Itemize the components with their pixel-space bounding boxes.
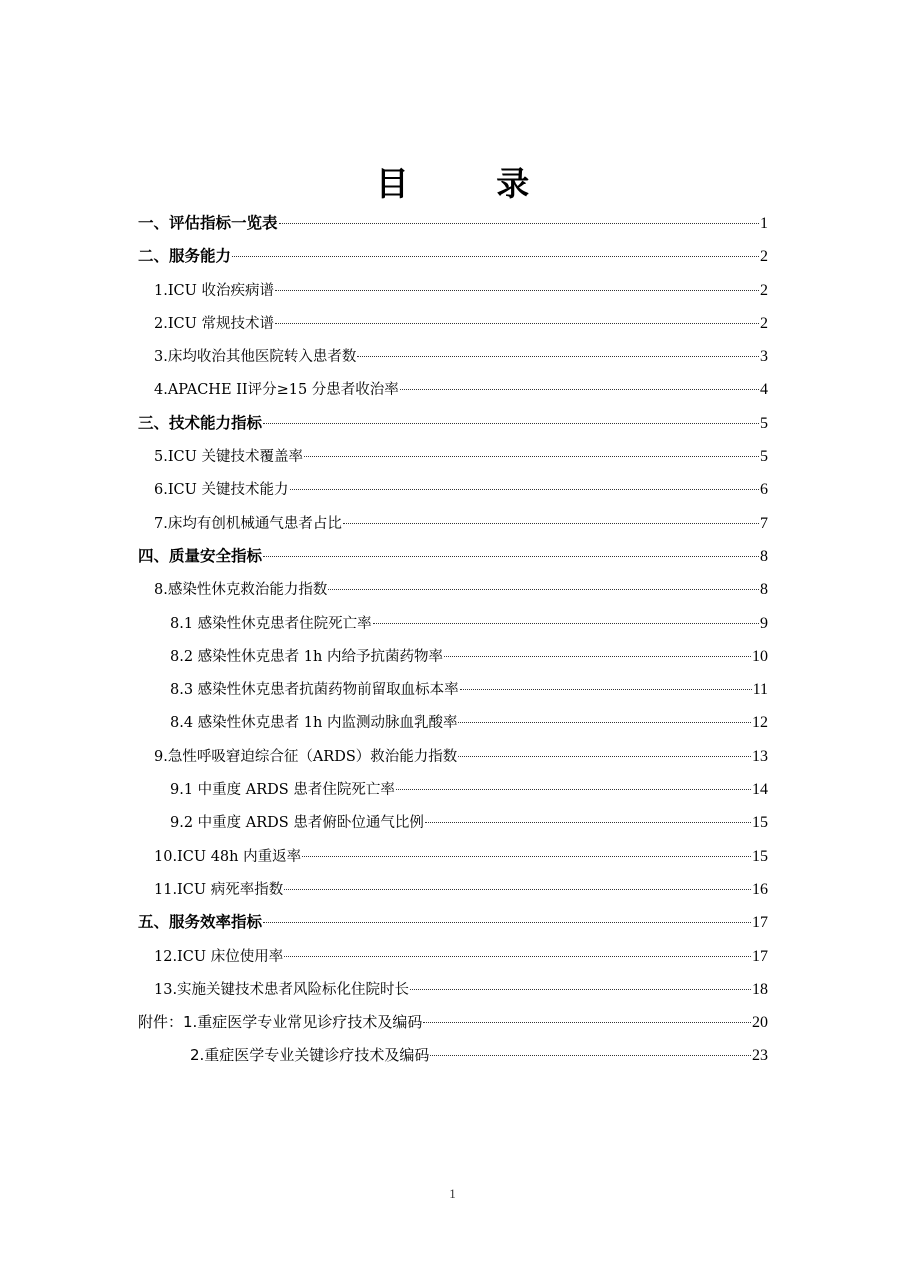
toc-entry[interactable] [138, 706, 768, 739]
toc-leader-dots [458, 756, 751, 757]
toc-leader-dots [373, 623, 759, 624]
toc-entry[interactable] [138, 773, 768, 806]
toc-leader-dots [275, 290, 759, 291]
toc-leader-dots [232, 256, 759, 257]
toc-entry-label: 6.ICU 关键技术能力 [154, 482, 289, 499]
toc-entry-page-number: 13 [752, 747, 768, 765]
toc-entry[interactable] [138, 407, 768, 440]
toc-entry-label: 2.重症医学专业关键诊疗技术及编码 [190, 1046, 430, 1065]
toc-leader-dots [263, 423, 759, 424]
toc-entry-label: 2.ICU 常规技术谱 [154, 315, 274, 332]
toc-entry[interactable] [138, 307, 768, 340]
toc-leader-dots [396, 789, 751, 790]
toc-entry[interactable] [138, 473, 768, 506]
toc-leader-dots [275, 323, 759, 324]
toc-entry-page-number: 17 [752, 947, 768, 965]
toc-leader-dots [290, 489, 760, 490]
toc-entry[interactable] [138, 340, 768, 373]
toc-leader-dots [284, 889, 751, 890]
toc-entry-page-number: 16 [752, 880, 768, 898]
toc-leader-dots [304, 456, 759, 457]
footer-page-number: 1 [449, 1186, 456, 1201]
toc-entry-page-number: 3 [760, 348, 768, 366]
toc-entry-page-number: 1 [760, 215, 768, 232]
toc-entry-label: 5.ICU 关键技术覆盖率 [154, 449, 303, 466]
toc-entry-page-number: 2 [760, 314, 768, 332]
toc-entry-page-number: 14 [752, 781, 768, 799]
toc-entry[interactable] [138, 973, 768, 1006]
toc-entry-label: 9.急性呼吸窘迫综合征（ARDS）救治能力指数 [154, 748, 458, 765]
toc-entry-page-number: 2 [760, 281, 768, 299]
toc-entry-page-number: 7 [760, 514, 768, 532]
toc-entry[interactable] [138, 440, 768, 473]
toc-entry-label: 三、技术能力指标 [138, 413, 263, 432]
toc-entry-page-number: 4 [760, 381, 768, 399]
toc-leader-dots [410, 989, 751, 990]
toc-entry-label: 8.感染性休克救治能力指数 [154, 582, 328, 599]
toc-entry[interactable] [138, 207, 768, 240]
toc-entry-label: 13.实施关键技术患者风险标化住院时长 [154, 981, 410, 998]
toc-entry-label: 8.1 感染性休克患者住院死亡率 [170, 615, 372, 632]
toc-entry-page-number: 10 [752, 647, 768, 665]
toc-entry-page-number: 20 [752, 1014, 768, 1032]
toc-entry-page-number: 11 [752, 681, 768, 699]
toc-entry-label: 8.2 感染性休克患者 1h 内给予抗菌药物率 [170, 648, 443, 665]
toc-leader-dots [343, 523, 759, 524]
toc-entry-label: 二、服务能力 [138, 247, 232, 266]
toc-entry[interactable] [138, 806, 768, 839]
toc-leader-dots [423, 1022, 751, 1023]
toc-entry-label: 四、质量安全指标 [138, 546, 263, 565]
toc-entry-label: 9.2 中重度 ARDS 患者俯卧位通气比例 [170, 815, 424, 832]
toc-entry-page-number: 9 [760, 614, 768, 632]
toc-leader-dots [284, 956, 751, 957]
toc-leader-dots [279, 223, 759, 224]
toc-entry-page-number: 18 [752, 980, 768, 998]
toc-leader-dots [400, 389, 759, 390]
toc-entry[interactable] [138, 373, 768, 406]
toc-entry-page-number: 15 [752, 814, 768, 832]
toc-leader-dots [425, 822, 751, 823]
toc-entry[interactable] [138, 1039, 768, 1072]
toc-entry-label: 10.ICU 48h 内重返率 [154, 848, 302, 865]
toc-leader-dots [302, 856, 751, 857]
toc-entry-label: 8.4 感染性休克患者 1h 内监测动脉血乳酸率 [170, 715, 458, 732]
toc-entry[interactable] [138, 906, 768, 939]
toc-entry-label: 11.ICU 病死率指数 [154, 881, 284, 898]
toc-leader-dots [357, 356, 759, 357]
toc-entry[interactable] [138, 240, 768, 273]
toc-entry-label: 五、服务效率指标 [138, 913, 263, 932]
toc-entry[interactable] [138, 573, 768, 606]
toc-entry[interactable] [138, 740, 768, 773]
toc-entry[interactable] [138, 640, 768, 673]
toc-entry[interactable] [138, 540, 768, 573]
toc-entry-page-number: 6 [760, 481, 768, 499]
table-of-contents [138, 207, 768, 1073]
toc-leader-dots [444, 656, 751, 657]
toc-leader-dots [460, 689, 752, 690]
toc-entry-page-number: 8 [760, 547, 768, 565]
toc-entry-page-number: 5 [760, 414, 768, 432]
toc-entry[interactable] [138, 507, 768, 540]
toc-entry[interactable] [138, 274, 768, 307]
toc-entry-page-number: 15 [752, 847, 768, 865]
toc-entry[interactable] [138, 1006, 768, 1039]
toc-entry-page-number: 2 [760, 248, 768, 266]
toc-entry[interactable] [138, 873, 768, 906]
toc-leader-dots [263, 922, 751, 923]
toc-title: 目 录 [375, 164, 568, 203]
toc-entry-label: 8.3 感染性休克患者抗菌药物前留取血标本率 [170, 682, 459, 699]
toc-leader-dots [430, 1055, 751, 1056]
toc-entry-page-number: 12 [752, 714, 768, 732]
toc-entry-label: 12.ICU 床位使用率 [154, 948, 284, 965]
toc-entry-label: 附件：1.重症医学专业常见诊疗技术及编码 [138, 1013, 423, 1032]
toc-entry-label: 1.ICU 收治疾病谱 [154, 282, 274, 299]
toc-entry[interactable] [138, 673, 768, 706]
toc-entry-page-number: 23 [752, 1047, 768, 1065]
toc-entry-label: 7.床均有创机械通气患者占比 [154, 515, 342, 532]
toc-entry[interactable] [138, 940, 768, 973]
toc-entry[interactable] [138, 840, 768, 873]
toc-entry-label: 3.床均收治其他医院转入患者数 [154, 349, 357, 366]
toc-leader-dots [328, 589, 759, 590]
toc-entry-page-number: 5 [760, 448, 768, 466]
toc-entry-page-number: 8 [760, 581, 768, 599]
toc-leader-dots [458, 722, 751, 723]
toc-entry-page-number: 17 [752, 914, 768, 932]
toc-entry[interactable] [138, 607, 768, 640]
toc-entry-label: 9.1 中重度 ARDS 患者住院死亡率 [170, 782, 395, 799]
toc-leader-dots [263, 556, 759, 557]
toc-entry-label: 一、评估指标一览表 [138, 214, 278, 232]
toc-entry-label: 4.APACHE II评分≥15 分患者收治率 [154, 382, 399, 399]
